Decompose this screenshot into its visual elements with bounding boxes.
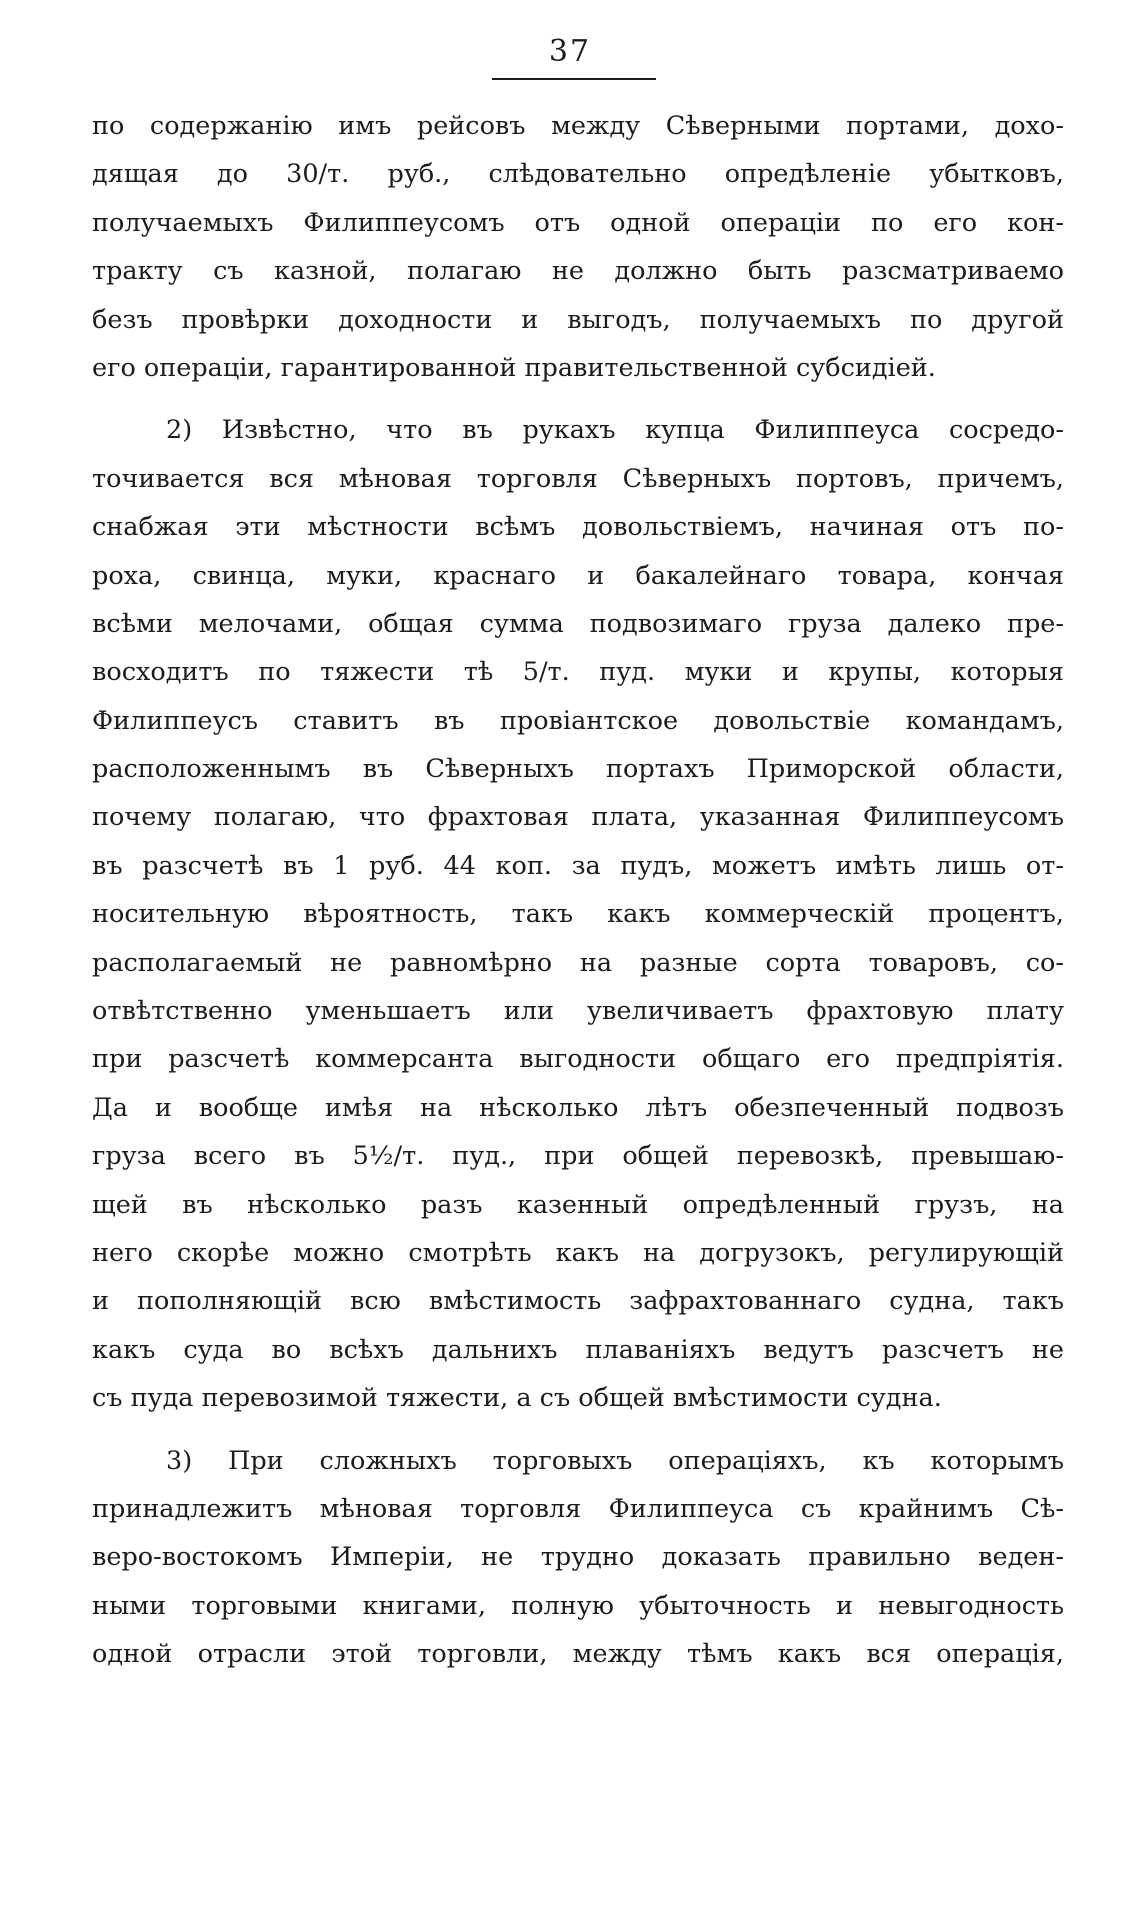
text-line: располагаемый не равномѣрно на разные сорта товаровъ, со-: [92, 947, 1064, 978]
text-line: щей въ нѣсколько разъ казенный опредѣленный грузъ, на: [92, 1189, 1064, 1220]
text-line: восходитъ по тяжести тѣ 5/т. пуд. муки и крупы, которыя: [92, 657, 1064, 688]
text-line: съ пуда перевозимой тяжести, а съ общей вмѣстимости судна.: [92, 1383, 942, 1414]
body-text: [92, 102, 1064, 1679]
page-number-underline: [492, 78, 656, 80]
paragraph-1: [92, 102, 1064, 392]
text-line: ными торговыми книгами, полную убыточность и невыгодность: [92, 1590, 1064, 1621]
text-line: какъ суда во всѣхъ дальнихъ плаваніяхъ ведутъ разсчетъ не: [92, 1334, 1064, 1365]
text-line: снабжая эти мѣстности всѣмъ довольствіемъ, начиная отъ по-: [92, 512, 1064, 543]
text-line: него скорѣе можно смотрѣть какъ на догрузокъ, регулирующій: [92, 1237, 1064, 1268]
text-line: въ разсчетѣ въ 1 руб. 44 коп. за пудъ, можетъ имѣть лишь от-: [92, 850, 1064, 881]
text-line: 2) Извѣстно, что въ рукахъ купца Филиппеуса сосредо-: [166, 415, 1064, 446]
text-line: при разсчетѣ коммерсанта выгодности общаго его предпріятія.: [92, 1044, 1064, 1075]
text-line: Филиппеусъ ставитъ въ провіантское довольствіе командамъ,: [92, 705, 1064, 736]
text-line: носительную вѣроятность, такъ какъ коммерческій процентъ,: [92, 899, 1064, 930]
text-line: веро-востокомъ Имперіи, не трудно доказать правильно веден-: [92, 1542, 1064, 1573]
paragraph-3: [92, 1437, 1064, 1679]
text-line: Да и вообще имѣя на нѣсколько лѣтъ обезпеченный подвозъ: [92, 1092, 1064, 1123]
text-line: точивается вся мѣновая торговля Сѣверныхъ портовъ, причемъ,: [92, 463, 1064, 494]
page-number: 37: [548, 34, 592, 69]
text-line: почему полагаю, что фрахтовая плата, указанная Филиппеусомъ: [92, 802, 1064, 833]
text-line: его операціи, гарантированной правительственной субсидіей.: [92, 352, 936, 383]
text-line: всѣми мелочами, общая сумма подвозимаго груза далеко пре-: [92, 608, 1064, 639]
text-line: получаемыхъ Филиппеусомъ отъ одной операціи по его кон-: [92, 207, 1064, 238]
text-line: и пополняющій всю вмѣстимость зафрахтованнаго судна, такъ: [92, 1286, 1064, 1317]
text-line: дящая до 30/т. руб., слѣдовательно опредѣленіе убытковъ,: [92, 159, 1064, 190]
text-line: груза всего въ 5½/т. пуд., при общей перевозкѣ, превышаю-: [92, 1141, 1064, 1172]
text-line: одной отрасли этой торговли, между тѣмъ какъ вся операція,: [92, 1639, 1064, 1670]
text-line: тракту съ казной, полагаю не должно быть разсматриваемо: [92, 256, 1064, 287]
text-line: отвѣтственно уменьшаетъ или увеличиваетъ фрахтовую плату: [92, 996, 1064, 1027]
text-line: по содержанію имъ рейсовъ между Сѣверными портами, дохо-: [92, 111, 1064, 141]
paragraph-2: [92, 406, 1064, 1422]
text-line: расположеннымъ въ Сѣверныхъ портахъ Приморской области,: [92, 754, 1064, 785]
text-line: безъ провѣрки доходности и выгодъ, получаемыхъ по другой: [92, 304, 1064, 335]
text-line: принадлежитъ мѣновая торговля Филиппеуса съ крайнимъ Сѣ-: [92, 1493, 1064, 1524]
text-line: 3) При сложныхъ торговыхъ операціяхъ, къ которымъ: [166, 1445, 1064, 1476]
text-line: роха, свинца, муки, краснаго и бакалейнаго товара, кончая: [92, 560, 1064, 591]
